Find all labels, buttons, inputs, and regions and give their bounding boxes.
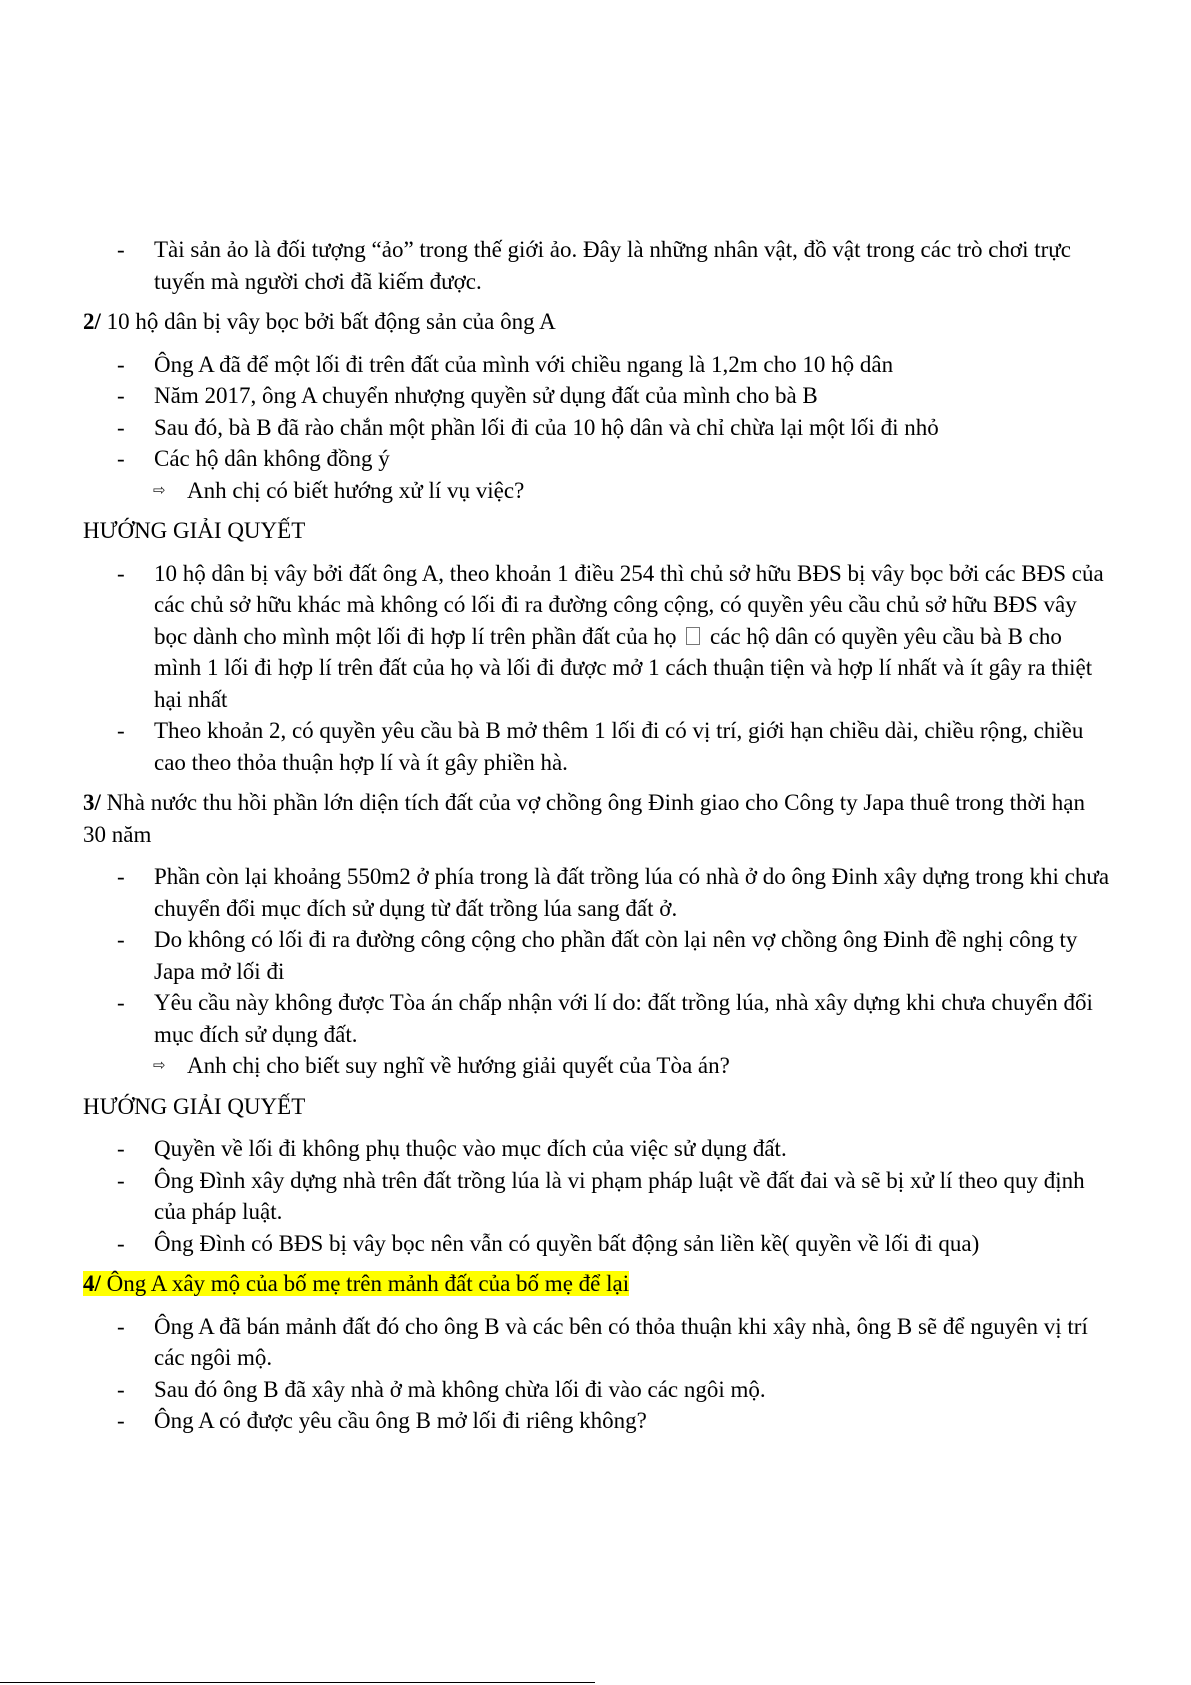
- list-item: - Do không có lối đi ra đường công cộng cho phần đất còn lại nên vợ chồng ông Đinh đề nghị công ty Japa mở lối đi: [117, 927, 1078, 984]
- list-item: - Theo khoản 2, có quyền yêu cầu bà B mở thêm 1 lối đi có vị trí, giới hạn chiều dài, chiều rộng, chiều cao theo thỏa thuận hợp lí và ít gây phiền hà.: [117, 718, 1084, 775]
- list-item: - Yêu cầu này không được Tòa án chấp nhận với lí do: đất trồng lúa, nhà xây dựng khi chưa chuyển đổi mục đích sử dụng đất.: [117, 990, 1093, 1047]
- list-item: - Phần còn lại khoảng 550m2 ở phía trong là đất trồng lúa có nhà ở do ông Đinh xây dựng trong khi chưa chuyển đổi mục đích sử dụng từ đất trồng lúa sang đất ở.: [117, 864, 1110, 921]
- list-item: - Ông Đình có BĐS bị vây bọc nên vẫn có quyền bất động sản liền kề( quyền về lối đi qua): [117, 1230, 980, 1256]
- list-item: - Ông Đình xây dựng nhà trên đất trồng lúa là vi phạm pháp luật về đất đai và sẽ bị xử lí theo quy định của pháp luật.: [117, 1167, 1085, 1224]
- list-item: - Quyền về lối đi không phụ thuộc vào mục đích của việc sử dụng đất.: [117, 1136, 787, 1161]
- list-item: - Ông A đã bán mảnh đất đó cho ông B và các bên có thỏa thuận khi xây nhà, ông B sẽ để nguyên vị trí các ngôi mộ.: [117, 1313, 1088, 1370]
- missing-glyph-icon: [686, 627, 700, 645]
- section-2-answer-heading: HƯỚNG GIẢI QUYẾT: [83, 518, 306, 543]
- section-3-heading: 3/ Nhà nước thu hồi phần lớn diện tích đất của vợ chồng ông Đinh giao cho Công ty Japa thuê trong thời hạn 30 năm: [83, 790, 1086, 847]
- arrow-right-icon: ⇨: [153, 480, 166, 499]
- list-item: - Ông A có được yêu cầu ông B mở lối đi riêng không?: [117, 1408, 647, 1433]
- list-item: - Năm 2017, ông A chuyển nhượng quyền sử dụng đất của mình cho bà B: [117, 383, 818, 408]
- section-2-answer-list: [83, 558, 1113, 779]
- section-2-list: [83, 349, 1113, 475]
- highlighted-text: 4/ Ông A xây mộ của bố mẹ trên mảnh đất của bố mẹ để lại: [83, 1271, 630, 1296]
- section-3-answer-heading: HƯỚNG GIẢI QUYẾT: [83, 1093, 306, 1119]
- section-2-question: ⇨ Anh chị có biết hướng xử lí vụ việc?: [83, 475, 1113, 507]
- document-body: [83, 234, 1113, 1437]
- arrow-right-icon: ⇨: [153, 1056, 166, 1074]
- footnote-rule: [0, 1682, 595, 1683]
- section-3-list: [83, 861, 1113, 1050]
- section-4-list: [83, 1311, 1113, 1437]
- section-2-heading: 2/ 10 hộ dân bị vây bọc bởi bất động sản của ông A: [83, 309, 556, 334]
- list-item: - Ông A đã để một lối đi trên đất của mình với chiều ngang là 1,2m cho 10 hộ dân: [117, 351, 894, 377]
- section-4-heading: [83, 1268, 1113, 1300]
- section-3-answer-list: [83, 1133, 1113, 1259]
- list-item: - Các hộ dân không đồng ý: [117, 446, 390, 471]
- list-item: - Sau đó ông B đã xây nhà ở mà không chừa lối đi vào các ngôi mộ.: [117, 1376, 766, 1402]
- intro-list: [83, 234, 1113, 297]
- list-item: - Tài sản ảo là đối tượng “ảo” trong thế giới ảo. Đây là những nhân vật, đồ vật trong các trò chơi trực tuyến mà người chơi đã kiếm được.: [117, 237, 1071, 294]
- list-item: - 10 hộ dân bị vây bởi đất ông A, theo khoản 1 điều 254 thì chủ sở hữu BĐS bị vây bọc bởi các BĐS của các chủ sở hữu khác mà không có lối đi ra đường công cộng, có quyền yêu cầu chủ sở hữu BĐS vây bọc dành cho mình một lối đi hợp lí trên phần đất của họ các hộ dân có quyền yêu cầu bà B cho mình 1 lối đi hợp lí trên đất của họ và lối đi được mở 1 cách thuận tiện và hợp lí nhất và ít gây ra thiệt hại nhất: [117, 560, 1104, 712]
- section-3-question: ⇨ Anh chị cho biết suy nghĩ về hướng giải quyết của Tòa án?: [83, 1050, 1113, 1082]
- list-item: - Sau đó, bà B đã rào chắn một phần lối đi của 10 hộ dân và chỉ chừa lại một lối đi nhỏ: [117, 414, 939, 440]
